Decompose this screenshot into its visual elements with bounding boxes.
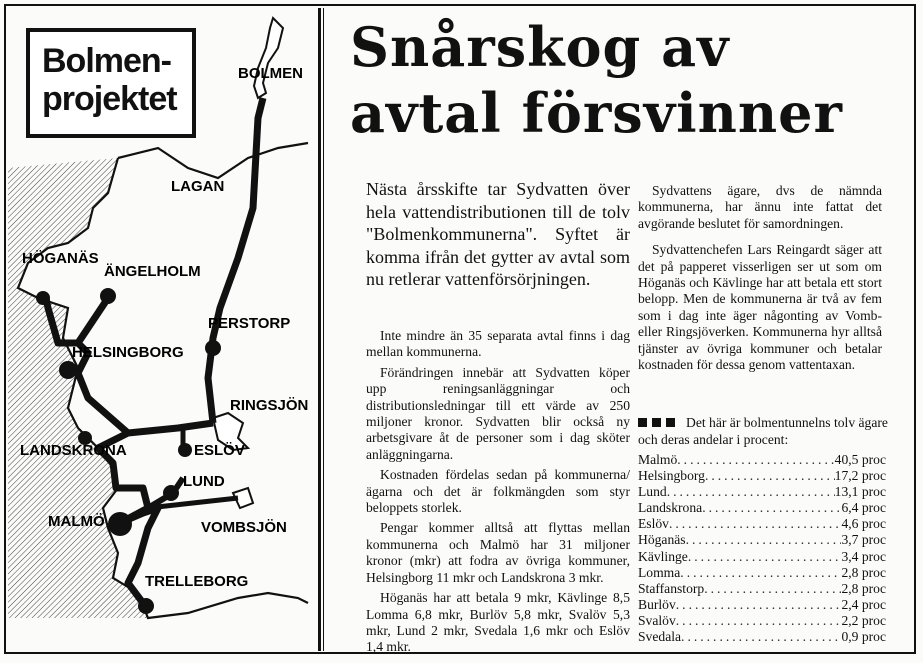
label-bolmen: BOLMEN <box>238 65 303 82</box>
headline-line1: Snårskog av <box>350 15 730 79</box>
owner-share: 40,5 proc <box>834 452 886 467</box>
owner-name: Svedala <box>638 629 682 645</box>
body-column-1 <box>366 328 630 660</box>
owner-name: Kävlinge <box>638 548 688 564</box>
owner-share: 3,4 proc <box>841 548 886 564</box>
city-helsingborg-dot <box>59 361 77 379</box>
label-eslov: ESLÖV <box>194 442 245 459</box>
column-divider-thin <box>323 8 324 651</box>
leader-dots <box>681 629 841 645</box>
owners-table-intro <box>638 414 888 448</box>
owner-share: 3,7 proc <box>841 532 886 548</box>
owner-row <box>638 613 886 629</box>
leader-dots <box>680 565 841 581</box>
city-trelleborg-dot <box>138 598 154 614</box>
bolmen-lake <box>254 18 283 98</box>
city-lund-dot <box>163 485 179 501</box>
leader-dots <box>677 452 834 468</box>
owner-name: Svalöv <box>638 612 676 628</box>
owner-name: Helsingborg <box>638 468 705 484</box>
owner-name: Eslöv <box>638 516 669 532</box>
owner-row <box>638 549 886 565</box>
map-panel <box>8 8 313 648</box>
main-pipeline <box>208 98 263 423</box>
label-perstorp: PERSTORP <box>208 315 291 332</box>
owner-row <box>638 532 886 548</box>
label-landskrona: LANDSKRONA <box>20 442 127 459</box>
headline <box>350 14 910 146</box>
owner-row <box>638 500 886 516</box>
owner-row <box>638 597 886 613</box>
body-paragraph: Inte mindre än 35 separata avtal finns i dag mellan kommunerna. <box>366 328 630 360</box>
owner-share: 0,9 proc <box>841 629 886 645</box>
leader-dots <box>676 613 842 629</box>
owner-name: Lomma <box>638 564 681 580</box>
sea-area <box>8 158 148 618</box>
leader-dots <box>686 532 842 548</box>
owner-row <box>638 629 886 645</box>
owner-row <box>638 565 886 581</box>
city-hoganas-dot <box>36 291 50 305</box>
body-paragraph: Kostnaden fördelas sedan på kommunerna/ägarna och det är folkmängden som styr beloppets storlek. <box>366 467 630 516</box>
owner-row <box>638 484 886 500</box>
leader-dots <box>669 516 841 532</box>
owner-name: Höganäs <box>638 532 686 548</box>
leader-dots <box>705 468 835 484</box>
label-vombsjon: VOMBSJÖN <box>201 519 287 536</box>
leader-dots <box>688 549 842 565</box>
label-angelholm: ÄNGELHOLM <box>104 263 201 280</box>
label-helsingborg: HELSINGBORG <box>72 344 184 361</box>
city-eslov-dot <box>178 443 192 457</box>
owner-share: 2,8 proc <box>841 580 886 596</box>
map-title-box <box>26 28 196 138</box>
body-paragraph: Pengar kommer alltså att flyttas mellan kommunerna och Malmö har 31 miljoner kronor (mkr) att fodra av övriga kommuner, Helsingborg 11 mkr och Landskrona 3 mkr. <box>366 520 630 585</box>
owner-name: Burlöv <box>638 596 676 612</box>
leader-dots <box>676 597 842 613</box>
bullet-squares-icon <box>638 414 680 431</box>
owner-name: Landskrona <box>638 500 703 516</box>
owners-intro-text: Det här är bolmentunnelns tolv ägare och deras andelar i procent: <box>638 415 888 447</box>
city-angelholm-dot <box>100 288 116 304</box>
headline-line2: avtal försvinner <box>350 81 843 145</box>
lead-paragraph: Nästa årsskifte tar Sydvatten över hela vattendistributionen till de tolv "Bolmenkommunerna". Syftet är komma ifrån det gytter av avtal som nu retlerar vattenförsörjningen. <box>366 179 630 289</box>
label-lagan: LAGAN <box>171 178 225 195</box>
owner-share: 17,2 proc <box>834 468 886 484</box>
body-paragraph: Höganäs har att betala 9 mkr, Kävlinge 8,5 Lomma 6,8 mkr, Burlöv 5,8 mkr, Svalöv 5,3 mkr, Lund 2 mkr, Svedala 1,6 mkr och Eslöv 1,4 mkr. <box>366 590 630 655</box>
owner-share: 13,1 proc <box>834 484 886 500</box>
owner-name: Staffanstorp <box>638 580 705 596</box>
label-hoganas: HÖGANÄS <box>22 250 99 267</box>
owner-share: 2,4 proc <box>841 596 886 612</box>
body-paragraph: Förändringen innebär att Sydvatten köper upp reningsanläggningar och distributionsledningar till ett värde av 250 miljoner kronor. Sydvatten blir också ny arbetsgivare åt de personer som i dag sköter anläggningarna. <box>366 364 630 462</box>
body-paragraph: Sydvattens ägare, dvs de nämnda kommunerna, har ännu inte fattat det avgörande beslutet för samordningen. <box>638 183 882 231</box>
body-column-2 <box>638 183 882 383</box>
column-divider <box>318 8 321 651</box>
label-ringsjon: RINGSJÖN <box>230 397 309 414</box>
owner-row <box>638 516 886 532</box>
map-title-line1: Bolmen- <box>42 42 171 80</box>
map-title-line2: projektet <box>42 80 177 118</box>
pipeline-angelholm <box>78 298 108 343</box>
owner-share: 6,4 proc <box>841 500 886 516</box>
owner-row <box>638 452 886 468</box>
body-paragraph: Sydvattenchefen Lars Reingardt säger att det på papperet visserligen ser ut som om Höganäs och Kävlinge har att betala ett stort belopp. Men de kommunerna är två av fem som i dag inte äger någonting av Vomb- eller Ringsjöverken. Kommunerna hyr alltså tjänster av övriga kommuner och betalar kostnaden för dessa genom vattentaxan. <box>638 242 882 373</box>
leader-dots <box>702 500 841 516</box>
label-malmo: MALMÖ <box>48 513 105 530</box>
owner-name: Lund <box>638 484 667 500</box>
city-malmo-dot <box>108 512 132 536</box>
owner-row <box>638 468 886 484</box>
label-lund: LUND <box>183 473 225 490</box>
owner-name: Malmö <box>638 452 678 467</box>
leader-dots <box>667 484 835 500</box>
owner-share: 2,2 proc <box>841 612 886 628</box>
owner-share: 2,8 proc <box>841 564 886 580</box>
owners-table <box>638 452 886 645</box>
owner-row <box>638 581 886 597</box>
label-trelleborg: TRELLEBORG <box>145 573 249 590</box>
city-perstorp-dot <box>205 340 221 356</box>
owner-share: 4,6 proc <box>841 516 886 532</box>
leader-dots <box>704 581 841 597</box>
